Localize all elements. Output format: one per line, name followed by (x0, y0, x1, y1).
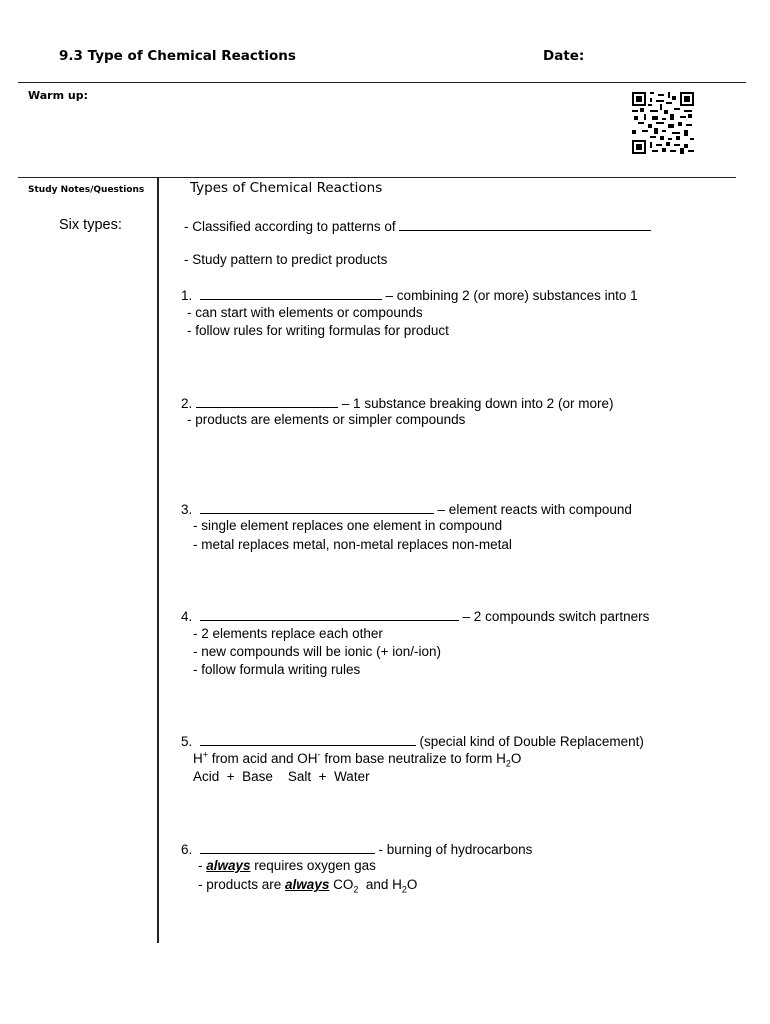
type-2-row: 2. – 1 substance breaking down into 2 (or more) (181, 396, 614, 411)
date-label: Date: (543, 48, 585, 64)
type-1-note: - can start with elements or compounds (187, 305, 423, 320)
classified-line: - Classified according to patterns of (184, 217, 651, 236)
type-4-row: 4. – 2 compounds switch partners (181, 609, 650, 624)
type-5-row: 5. (special kind of Double Replacement) (181, 734, 644, 749)
header-divider (18, 82, 746, 83)
neutralization-equation: Acid + Base Salt + Water (193, 769, 370, 784)
type-4-note: - new compounds will be ionic (+ ion/-ion) (193, 644, 441, 659)
type-4-note: - follow formula writing rules (193, 662, 361, 677)
blank-type-6[interactable] (200, 840, 375, 854)
type-6-note: - always requires oxygen gas (198, 858, 376, 873)
study-notes-heading: Study Notes/Questions (28, 185, 145, 195)
six-types-label: Six types: (59, 217, 122, 233)
blank-type-5[interactable] (200, 732, 416, 746)
blank-type-3[interactable] (200, 500, 434, 514)
notes-divider (18, 177, 736, 178)
type-4-note: - 2 elements replace each other (193, 626, 383, 641)
type-1-row: 1. – combining 2 (or more) substances into 1 (181, 288, 638, 303)
type-3-note: - metal replaces metal, non-metal replaces non-metal (193, 537, 512, 552)
page-title: 9.3 Type of Chemical Reactions (59, 48, 296, 64)
type-5-note: H+ from acid and OH- from base neutralize to form $H_2O$ (193, 749, 522, 769)
type-6-note: - products are always $CO_2$ and $H_2O$ (198, 877, 418, 895)
type-6-row: 6. - burning of hydrocarbons (181, 842, 533, 857)
column-divider (157, 177, 159, 943)
study-line: - Study pattern to predict products (184, 252, 388, 267)
qr-code-icon (632, 92, 694, 154)
blank-type-4[interactable] (200, 607, 459, 621)
warmup-label: Warm up: (28, 89, 88, 102)
blank-type-1[interactable] (200, 286, 382, 300)
blank-type-2[interactable] (196, 394, 338, 408)
blank-pattern[interactable] (399, 217, 651, 231)
type-3-note: - single element replaces one element in compound (193, 518, 503, 533)
type-3-row: 3. – element reacts with compound (181, 502, 632, 517)
type-1-note: - follow rules for writing formulas for product (187, 323, 449, 338)
notes-heading: Types of Chemical Reactions (190, 180, 383, 196)
type-2-note: - products are elements or simpler compounds (187, 412, 466, 427)
